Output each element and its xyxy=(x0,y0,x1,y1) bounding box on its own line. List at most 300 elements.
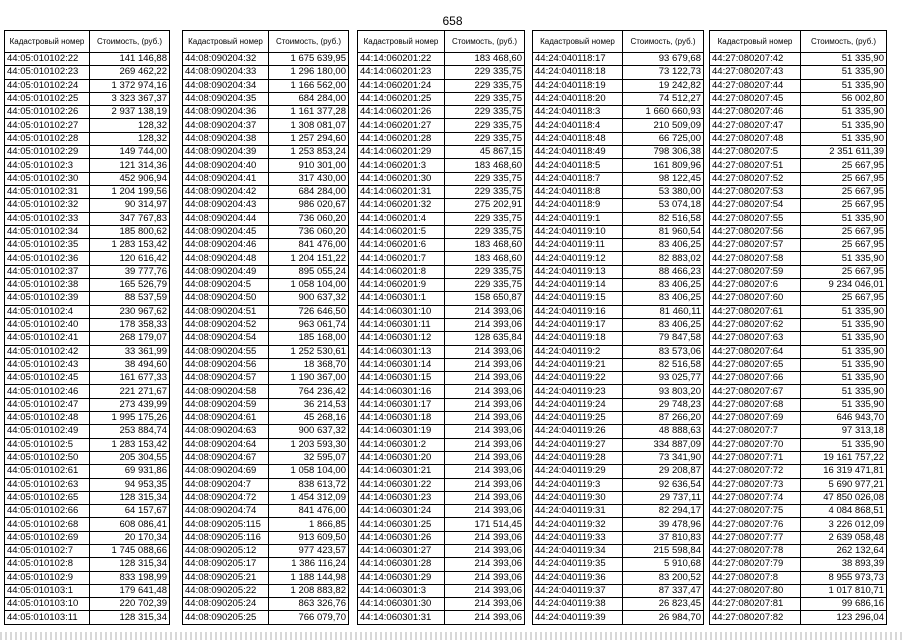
table-row xyxy=(358,584,525,597)
table-row xyxy=(358,385,525,398)
table-row xyxy=(533,212,704,225)
cadastral-number-cell: 44:27:080207:80 xyxy=(710,584,801,597)
table-row xyxy=(358,172,525,185)
cadastral-number-cell: 44:05:010102:3 xyxy=(5,159,90,172)
table-row xyxy=(710,584,887,597)
cadastral-number-cell: 44:14:060201:26 xyxy=(358,106,445,119)
cadastral-number-cell: 44:08:090204:61 xyxy=(183,412,269,425)
cadastral-number-cell: 44:05:010102:45 xyxy=(5,372,90,385)
cadastral-number-cell: 44:24:040119:35 xyxy=(533,558,623,571)
cadastral-number-cell: 44:05:010102:47 xyxy=(5,398,90,411)
table-row xyxy=(5,491,170,504)
cadastral-number-cell: 44:14:060201:27 xyxy=(358,119,445,132)
cost-cell: 82 516,58 xyxy=(623,212,704,225)
cadastral-number-cell: 44:14:060201:23 xyxy=(358,66,445,79)
table-row xyxy=(5,318,170,331)
cadastral-number-cell: 44:14:060301:12 xyxy=(358,332,445,345)
table-row xyxy=(5,385,170,398)
cost-cell: 51 335,90 xyxy=(801,385,887,398)
cadastral-number-cell: 44:05:010102:43 xyxy=(5,358,90,371)
cadastral-number-cell: 44:24:040119:27 xyxy=(533,438,623,451)
cadastral-number-cell: 44:27:080207:59 xyxy=(710,265,801,278)
cadastral-number-cell: 44:05:010102:37 xyxy=(5,265,90,278)
cost-cell: 1 058 104,00 xyxy=(269,465,349,478)
table-row xyxy=(183,239,349,252)
cost-cell: 229 335,75 xyxy=(445,265,525,278)
cost-cell: 51 335,90 xyxy=(801,372,887,385)
cost-cell: 39 478,96 xyxy=(623,518,704,531)
cost-cell: 165 526,79 xyxy=(90,279,170,292)
cost-cell: 82 516,58 xyxy=(623,358,704,371)
cadastral-number-cell: 44:05:010103:11 xyxy=(5,611,90,624)
table-row xyxy=(5,332,170,345)
table-row xyxy=(533,106,704,119)
table-row xyxy=(533,332,704,345)
table-row xyxy=(710,106,887,119)
cadastral-number-cell: 44:05:010102:9 xyxy=(5,571,90,584)
cost-cell: 39 777,76 xyxy=(90,265,170,278)
cadastral-table-4 xyxy=(532,30,704,625)
cadastral-number-cell: 44:05:010102:8 xyxy=(5,558,90,571)
cadastral-number-cell: 44:27:080207:67 xyxy=(710,385,801,398)
cost-cell: 1 995 175,26 xyxy=(90,412,170,425)
cadastral-number-cell: 44:05:010102:68 xyxy=(5,518,90,531)
cadastral-number-cell: 44:24:040119:33 xyxy=(533,531,623,544)
cadastral-number-cell: 44:08:090204:35 xyxy=(183,92,269,105)
cost-cell: 268 179,07 xyxy=(90,332,170,345)
table-row xyxy=(358,252,525,265)
cost-cell: 53 380,00 xyxy=(623,185,704,198)
table-row xyxy=(710,119,887,132)
table-row xyxy=(710,159,887,172)
cadastral-number-cell: 44:27:080207:66 xyxy=(710,372,801,385)
cadastral-number-cell: 44:24:040118:7 xyxy=(533,172,623,185)
cost-cell: 1 296 180,00 xyxy=(269,66,349,79)
table-row xyxy=(183,531,349,544)
table-row xyxy=(358,438,525,451)
cadastral-number-cell: 44:14:060301:14 xyxy=(358,358,445,371)
cost-cell: 51 335,90 xyxy=(801,332,887,345)
table-row xyxy=(710,305,887,318)
cost-cell: 51 335,90 xyxy=(801,119,887,132)
cadastral-number-cell: 44:24:040119:15 xyxy=(533,292,623,305)
table-row xyxy=(358,491,525,504)
cost-cell: 25 667,95 xyxy=(801,292,887,305)
cost-cell: 863 326,76 xyxy=(269,598,349,611)
cadastral-number-cell: 44:05:010103:10 xyxy=(5,598,90,611)
table-row xyxy=(5,518,170,531)
cost-cell: 79 847,58 xyxy=(623,332,704,345)
cadastral-number-cell: 44:27:080207:76 xyxy=(710,518,801,531)
table-row xyxy=(5,398,170,411)
cost-cell: 1 454 312,09 xyxy=(269,491,349,504)
cadastral-number-cell: 44:27:080207:78 xyxy=(710,544,801,557)
cost-cell: 1 252 530,61 xyxy=(269,345,349,358)
cadastral-number-cell: 44:08:090205:25 xyxy=(183,611,269,624)
header-cadastral-number: Кадастровый номер xyxy=(5,31,90,53)
cadastral-number-cell: 44:14:060301:10 xyxy=(358,305,445,318)
cadastral-number-cell: 44:27:080207:75 xyxy=(710,505,801,518)
table-row xyxy=(533,279,704,292)
table-row xyxy=(710,372,887,385)
cadastral-number-cell: 44:08:090204:34 xyxy=(183,79,269,92)
table-row xyxy=(5,425,170,438)
cost-cell: 69 931,86 xyxy=(90,465,170,478)
cost-cell: 736 060,20 xyxy=(269,212,349,225)
cost-cell: 229 335,75 xyxy=(445,132,525,145)
table-row xyxy=(533,571,704,584)
cadastral-number-cell: 44:08:090204:46 xyxy=(183,239,269,252)
table-row xyxy=(710,491,887,504)
cost-cell: 19 242,82 xyxy=(623,79,704,92)
cadastral-number-cell: 44:08:090205:21 xyxy=(183,571,269,584)
cost-cell: 214 393,06 xyxy=(445,571,525,584)
cost-cell: 121 314,36 xyxy=(90,159,170,172)
cadastral-number-cell: 44:27:080207:6 xyxy=(710,279,801,292)
cadastral-number-cell: 44:27:080207:61 xyxy=(710,305,801,318)
table-row xyxy=(358,159,525,172)
cadastral-number-cell: 44:08:090204:41 xyxy=(183,172,269,185)
cost-cell: 269 462,22 xyxy=(90,66,170,79)
cadastral-number-cell: 44:08:090204:38 xyxy=(183,132,269,145)
cadastral-number-cell: 44:08:090205:22 xyxy=(183,584,269,597)
cadastral-number-cell: 44:08:090204:52 xyxy=(183,318,269,331)
cost-cell: 32 595,07 xyxy=(269,451,349,464)
cost-cell: 26 984,70 xyxy=(623,611,704,624)
table-row xyxy=(710,478,887,491)
cost-cell: 684 284,00 xyxy=(269,185,349,198)
cadastral-number-cell: 44:14:060201:5 xyxy=(358,225,445,238)
cadastral-number-cell: 44:27:080207:53 xyxy=(710,185,801,198)
table-row xyxy=(710,239,887,252)
cadastral-number-cell: 44:27:080207:65 xyxy=(710,358,801,371)
cost-cell: 25 667,95 xyxy=(801,199,887,212)
cadastral-number-cell: 44:27:080207:46 xyxy=(710,106,801,119)
cost-cell: 51 335,90 xyxy=(801,106,887,119)
cost-cell: 1 675 639,95 xyxy=(269,53,349,66)
header-cadastral-number: Кадастровый номер xyxy=(183,31,269,53)
table-row xyxy=(183,92,349,105)
cost-cell: 838 613,72 xyxy=(269,478,349,491)
table-row xyxy=(183,265,349,278)
table-row xyxy=(533,66,704,79)
table-row xyxy=(5,584,170,597)
cadastral-number-cell: 44:24:040119:12 xyxy=(533,252,623,265)
cost-cell: 833 198,99 xyxy=(90,571,170,584)
table-row xyxy=(533,518,704,531)
cadastral-number-cell: 44:24:040119:11 xyxy=(533,239,623,252)
table-row xyxy=(358,212,525,225)
cadastral-number-cell: 44:14:060301:19 xyxy=(358,425,445,438)
cost-cell: 53 074,18 xyxy=(623,199,704,212)
cost-cell: 214 393,06 xyxy=(445,358,525,371)
table-row xyxy=(710,318,887,331)
cost-cell: 1 283 153,42 xyxy=(90,239,170,252)
cadastral-number-cell: 44:24:040119:39 xyxy=(533,611,623,624)
table-row xyxy=(710,611,887,624)
cadastral-number-cell: 44:05:010102:41 xyxy=(5,332,90,345)
table-row xyxy=(183,478,349,491)
table-row xyxy=(533,505,704,518)
table-row xyxy=(533,584,704,597)
cost-cell: 19 161 757,22 xyxy=(801,451,887,464)
cost-cell: 764 236,42 xyxy=(269,385,349,398)
table-row xyxy=(358,358,525,371)
cadastral-number-cell: 44:14:060201:24 xyxy=(358,79,445,92)
cost-cell: 1 166 562,00 xyxy=(269,79,349,92)
header-cost: Стоимость, (руб.) xyxy=(269,31,349,53)
cost-cell: 229 335,75 xyxy=(445,106,525,119)
cadastral-number-cell: 44:24:040119:16 xyxy=(533,305,623,318)
table-row xyxy=(5,199,170,212)
cost-cell: 1 253 853,24 xyxy=(269,146,349,159)
cost-cell: 262 132,64 xyxy=(801,544,887,557)
cost-cell: 229 335,75 xyxy=(445,172,525,185)
cadastral-number-cell: 44:24:040118:5 xyxy=(533,159,623,172)
cost-cell: 1 058 104,00 xyxy=(269,279,349,292)
cost-cell: 29 737,11 xyxy=(623,491,704,504)
cadastral-number-cell: 44:05:010102:26 xyxy=(5,106,90,119)
cadastral-number-cell: 44:05:010102:50 xyxy=(5,451,90,464)
table-row xyxy=(358,518,525,531)
cost-cell: 726 646,50 xyxy=(269,305,349,318)
cadastral-number-cell: 44:24:040119:13 xyxy=(533,265,623,278)
cost-cell: 214 393,06 xyxy=(445,398,525,411)
cost-cell: 25 667,95 xyxy=(801,159,887,172)
cadastral-number-cell: 44:24:040118:4 xyxy=(533,119,623,132)
cost-cell: 183 468,60 xyxy=(445,252,525,265)
cadastral-number-cell: 44:08:090204:54 xyxy=(183,332,269,345)
cadastral-number-cell: 44:27:080207:51 xyxy=(710,159,801,172)
cadastral-number-cell: 44:24:040119:37 xyxy=(533,584,623,597)
cost-cell: 149 744,00 xyxy=(90,146,170,159)
cadastral-number-cell: 44:14:060201:7 xyxy=(358,252,445,265)
cadastral-number-cell: 44:14:060301:26 xyxy=(358,531,445,544)
table-row xyxy=(533,358,704,371)
cost-cell: 4 084 868,51 xyxy=(801,505,887,518)
cadastral-number-cell: 44:27:080207:52 xyxy=(710,172,801,185)
cadastral-number-cell: 44:08:090204:63 xyxy=(183,425,269,438)
cost-cell: 128 635,84 xyxy=(445,332,525,345)
cadastral-number-cell: 44:05:010102:34 xyxy=(5,225,90,238)
cadastral-number-cell: 44:05:010102:39 xyxy=(5,292,90,305)
table-row xyxy=(710,345,887,358)
cost-cell: 684 284,00 xyxy=(269,92,349,105)
cadastral-number-cell: 44:14:060301:1 xyxy=(358,292,445,305)
cost-cell: 93 803,20 xyxy=(623,385,704,398)
table-row xyxy=(358,79,525,92)
table-row xyxy=(533,425,704,438)
cadastral-number-cell: 44:08:090204:45 xyxy=(183,225,269,238)
cadastral-number-cell: 44:24:040118:8 xyxy=(533,185,623,198)
table-row xyxy=(183,505,349,518)
cadastral-number-cell: 44:27:080207:44 xyxy=(710,79,801,92)
cost-cell: 9 234 046,01 xyxy=(801,279,887,292)
table-row xyxy=(710,265,887,278)
cost-cell: 88 466,23 xyxy=(623,265,704,278)
cadastral-number-cell: 44:14:060201:3 xyxy=(358,159,445,172)
cadastral-number-cell: 44:14:060301:17 xyxy=(358,398,445,411)
cost-cell: 98 122,45 xyxy=(623,172,704,185)
table-row xyxy=(358,106,525,119)
cadastral-number-cell: 44:24:040118:17 xyxy=(533,53,623,66)
cost-cell: 179 641,48 xyxy=(90,584,170,597)
table-row xyxy=(183,252,349,265)
cadastral-number-cell: 44:05:010102:48 xyxy=(5,412,90,425)
cost-cell: 45 268,16 xyxy=(269,412,349,425)
cost-cell: 214 393,06 xyxy=(445,451,525,464)
cost-cell: 221 271,67 xyxy=(90,385,170,398)
cadastral-number-cell: 44:05:010102:42 xyxy=(5,345,90,358)
table-row xyxy=(710,518,887,531)
cadastral-number-cell: 44:08:090205:12 xyxy=(183,544,269,557)
cost-cell: 214 393,06 xyxy=(445,611,525,624)
cadastral-number-cell: 44:24:040119:14 xyxy=(533,279,623,292)
table-row xyxy=(183,279,349,292)
cadastral-number-cell: 44:08:090204:57 xyxy=(183,372,269,385)
cadastral-number-cell: 44:14:060201:25 xyxy=(358,92,445,105)
cadastral-number-cell: 44:27:080207:68 xyxy=(710,398,801,411)
cost-cell: 1 190 367,00 xyxy=(269,372,349,385)
cost-cell: 25 667,95 xyxy=(801,185,887,198)
cadastral-number-cell: 44:05:010102:65 xyxy=(5,491,90,504)
table-row xyxy=(358,425,525,438)
cost-cell: 3 323 367,37 xyxy=(90,92,170,105)
table-row xyxy=(183,451,349,464)
table-row xyxy=(710,212,887,225)
table-row xyxy=(358,571,525,584)
table-row xyxy=(5,92,170,105)
cadastral-number-cell: 44:24:040119:26 xyxy=(533,425,623,438)
cadastral-number-cell: 44:08:090204:55 xyxy=(183,345,269,358)
table-row xyxy=(533,225,704,238)
table-row xyxy=(710,398,887,411)
cadastral-number-cell: 44:05:010102:36 xyxy=(5,252,90,265)
table-row xyxy=(183,185,349,198)
cost-cell: 214 393,06 xyxy=(445,505,525,518)
cost-cell: 82 883,02 xyxy=(623,252,704,265)
cadastral-number-cell: 44:14:060301:23 xyxy=(358,491,445,504)
table-row xyxy=(710,438,887,451)
cost-cell: 1 308 081,07 xyxy=(269,119,349,132)
table-row xyxy=(5,225,170,238)
cost-cell: 895 055,24 xyxy=(269,265,349,278)
cost-cell: 229 335,75 xyxy=(445,79,525,92)
table-row xyxy=(533,558,704,571)
cadastral-number-cell: 44:08:090204:56 xyxy=(183,358,269,371)
table-row xyxy=(183,438,349,451)
table-row xyxy=(358,53,525,66)
cost-cell: 36 214,53 xyxy=(269,398,349,411)
cadastral-number-cell: 44:24:040119:10 xyxy=(533,225,623,238)
table-row xyxy=(358,132,525,145)
table-row xyxy=(358,398,525,411)
table-row xyxy=(5,571,170,584)
table-row xyxy=(358,451,525,464)
table-row xyxy=(710,132,887,145)
cost-cell: 5 910,68 xyxy=(623,558,704,571)
cadastral-number-cell: 44:08:090204:39 xyxy=(183,146,269,159)
table-row xyxy=(183,212,349,225)
cost-cell: 141 146,88 xyxy=(90,53,170,66)
cadastral-number-cell: 44:05:010102:29 xyxy=(5,146,90,159)
cadastral-number-cell: 44:24:040119:22 xyxy=(533,372,623,385)
table-row xyxy=(710,425,887,438)
table-row xyxy=(710,332,887,345)
cost-cell: 214 393,06 xyxy=(445,345,525,358)
cost-cell: 51 335,90 xyxy=(801,212,887,225)
cost-cell: 1 660 660,93 xyxy=(623,106,704,119)
cost-cell: 83 200,52 xyxy=(623,571,704,584)
cost-cell: 273 439,99 xyxy=(90,398,170,411)
table-row xyxy=(183,318,349,331)
cost-cell: 90 314,97 xyxy=(90,199,170,212)
table-row xyxy=(358,412,525,425)
table-row xyxy=(710,412,887,425)
table-row xyxy=(5,505,170,518)
table-row xyxy=(358,225,525,238)
table-row xyxy=(5,438,170,451)
cadastral-number-cell: 44:05:010102:24 xyxy=(5,79,90,92)
cost-cell: 736 060,20 xyxy=(269,225,349,238)
cost-cell: 214 393,06 xyxy=(445,478,525,491)
table-row xyxy=(183,146,349,159)
table-row xyxy=(183,106,349,119)
table-row xyxy=(183,598,349,611)
cadastral-number-cell: 44:05:010102:5 xyxy=(5,438,90,451)
cost-cell: 986 020,67 xyxy=(269,199,349,212)
table-row xyxy=(183,584,349,597)
cost-cell: 1 017 810,71 xyxy=(801,584,887,597)
cost-cell: 841 476,00 xyxy=(269,239,349,252)
cadastral-number-cell: 44:05:010102:46 xyxy=(5,385,90,398)
cost-cell: 56 002,80 xyxy=(801,92,887,105)
cadastral-number-cell: 44:24:040119:29 xyxy=(533,465,623,478)
cost-cell: 93 679,68 xyxy=(623,53,704,66)
cadastral-number-cell: 44:08:090204:72 xyxy=(183,491,269,504)
cadastral-number-cell: 44:27:080207:69 xyxy=(710,412,801,425)
cadastral-number-cell: 44:05:010102:69 xyxy=(5,531,90,544)
cadastral-number-cell: 44:24:040119:25 xyxy=(533,412,623,425)
cadastral-number-cell: 44:14:060301:25 xyxy=(358,518,445,531)
cadastral-number-cell: 44:05:010102:7 xyxy=(5,544,90,557)
cadastral-number-cell: 44:08:090205:115 xyxy=(183,518,269,531)
cost-cell: 229 335,75 xyxy=(445,212,525,225)
table-row xyxy=(183,292,349,305)
cadastral-number-cell: 44:24:040119:31 xyxy=(533,505,623,518)
cost-cell: 183 468,60 xyxy=(445,239,525,252)
table-row xyxy=(710,92,887,105)
table-row xyxy=(358,372,525,385)
cadastral-number-cell: 44:08:090204:33 xyxy=(183,66,269,79)
cost-cell: 25 667,95 xyxy=(801,172,887,185)
table-row xyxy=(183,558,349,571)
cadastral-number-cell: 44:14:060301:31 xyxy=(358,611,445,624)
table-row xyxy=(5,252,170,265)
cost-cell: 16 319 471,81 xyxy=(801,465,887,478)
table-row xyxy=(183,159,349,172)
cost-cell: 38 893,39 xyxy=(801,558,887,571)
cadastral-number-cell: 44:08:090204:48 xyxy=(183,252,269,265)
table-row xyxy=(533,451,704,464)
cadastral-number-cell: 44:14:060301:15 xyxy=(358,372,445,385)
cost-cell: 1 161 377,28 xyxy=(269,106,349,119)
cadastral-number-cell: 44:05:010102:40 xyxy=(5,318,90,331)
table-row xyxy=(358,531,525,544)
cadastral-number-cell: 44:05:010102:63 xyxy=(5,478,90,491)
cost-cell: 214 393,06 xyxy=(445,412,525,425)
cadastral-table-5 xyxy=(709,30,887,625)
